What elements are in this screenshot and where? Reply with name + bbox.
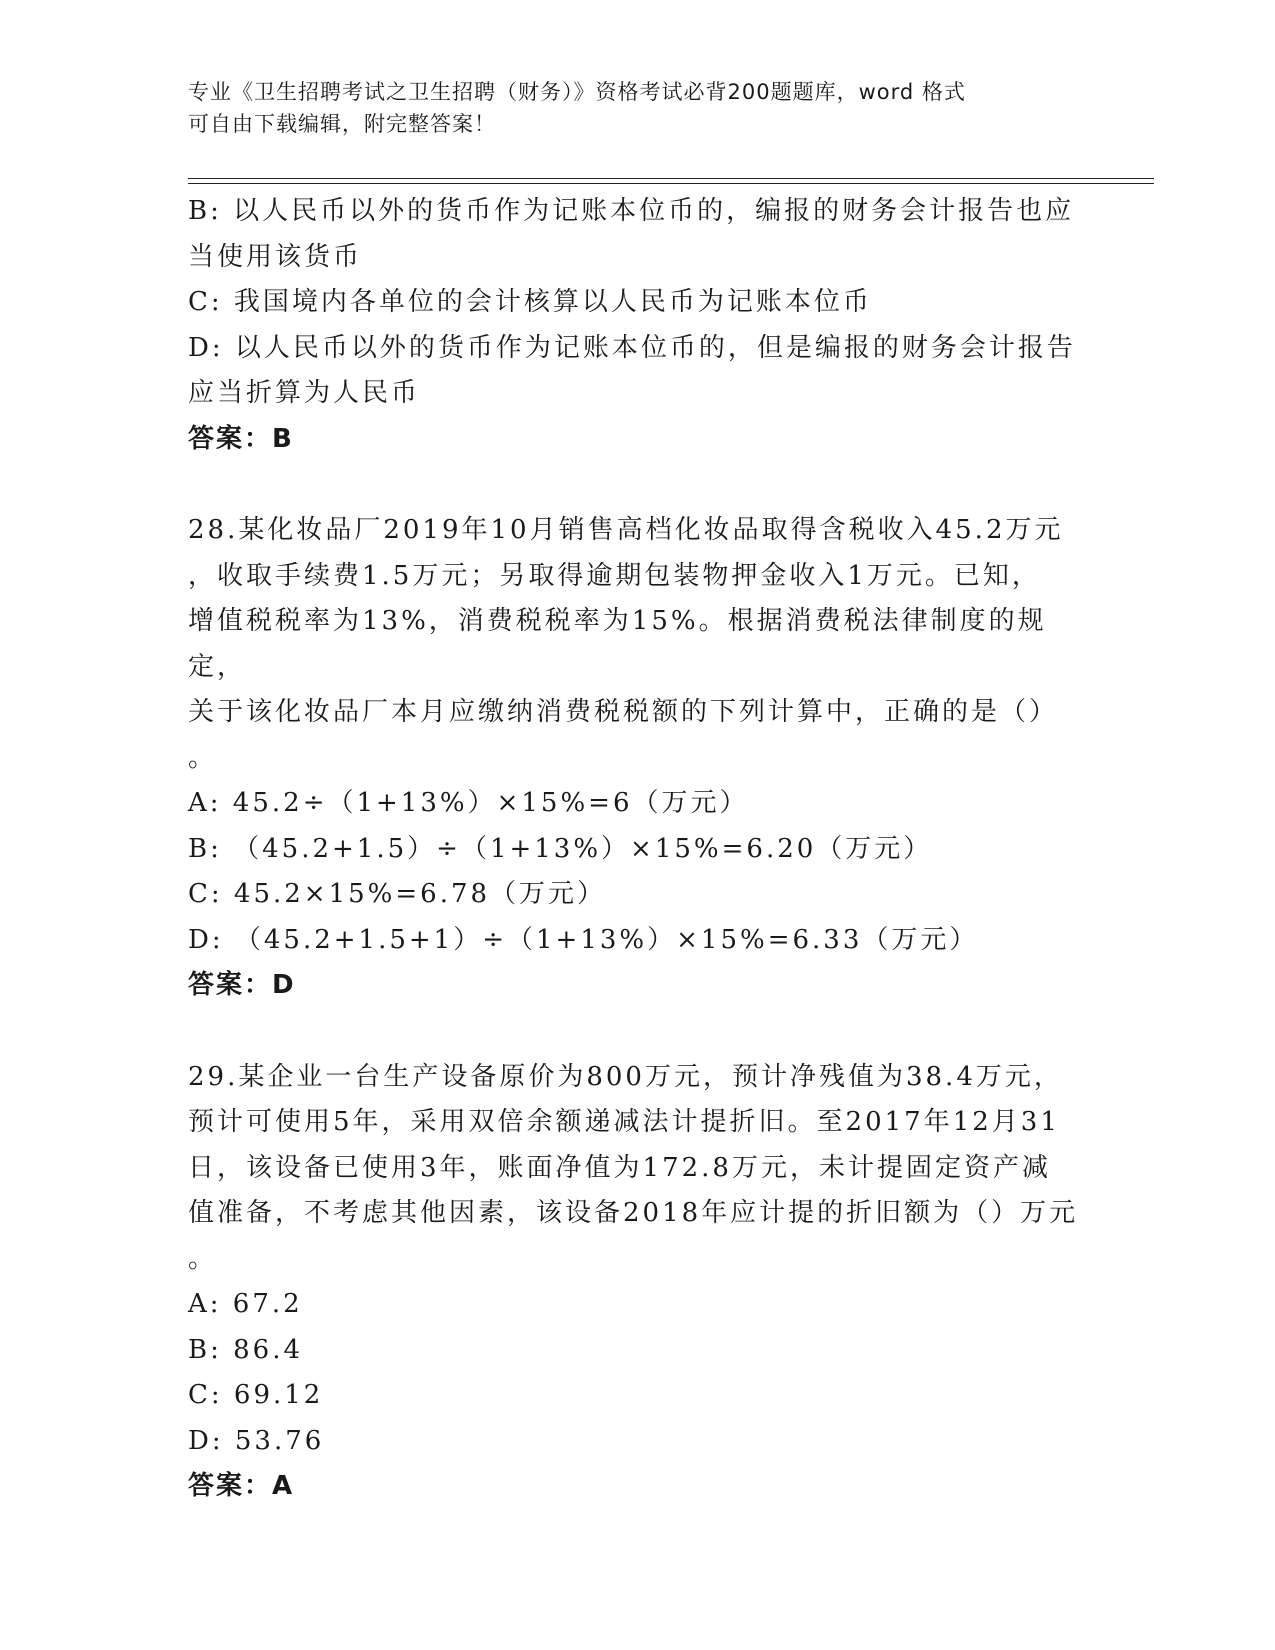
- header-divider-bottom: [188, 183, 1154, 184]
- document-body: [188, 189, 1088, 1510]
- option-d: D: （45.2+1.5+1）÷（1+13%）×15%=6.33（万元）: [188, 924, 979, 955]
- option-d-line-2: 应当折算为人民币: [188, 378, 421, 408]
- header-line-2: 可自由下载编辑，附完整答案！: [188, 112, 496, 136]
- question-stem-line: 。: [188, 742, 218, 773]
- spacer: [188, 462, 1088, 508]
- question-stem-line: 预计可使用5年，采用双倍余额递减法计提折旧。至2017年12月31: [188, 1107, 1060, 1137]
- question-stem-line: 。: [188, 1243, 218, 1274]
- question-stem-line: 29.某企业一台生产设备原价为800万元，预计净残值为38.4万元，: [188, 1061, 1063, 1092]
- option-d: D: 53.76: [188, 1425, 325, 1456]
- option-b: B: 86.4: [188, 1334, 304, 1365]
- answer-27: 答案：B: [188, 423, 294, 454]
- option-b: B: （45.2+1.5）÷（1+13%）×15%=6.20（万元）: [188, 833, 933, 864]
- answer-28: 答案：D: [188, 970, 296, 1000]
- question-stem-line: 值准备，不考虑其他因素，该设备2018年应计提的折旧额为（）万元: [188, 1198, 1079, 1228]
- question-stem-line: 日，该设备已使用3年，账面净值为172.8万元，未计提固定资产减: [188, 1152, 1051, 1183]
- option-a: A: 45.2÷（1+13%）×15%=6（万元）: [188, 788, 749, 818]
- document-header: [188, 76, 1068, 140]
- option-c: C: 45.2×15%=6.78（万元）: [188, 879, 607, 909]
- question-stem-line: 关于该化妆品厂本月应缴纳消费税税额的下列计算中，正确的是（）: [188, 697, 1059, 727]
- option-a: A: 67.2: [188, 1289, 303, 1319]
- option-d-line-1: D: 以人民币以外的货币作为记账本位币的，但是编报的财务会计报告: [188, 332, 1076, 363]
- spacer: [188, 1009, 1088, 1055]
- header-divider-top: [188, 178, 1154, 179]
- question-stem-line: 增值税税率为13%，消费税税率为15%。根据消费税法律制度的规定，: [188, 606, 1047, 682]
- answer-29: 答案：A: [188, 1471, 295, 1501]
- question-stem-line: ，收取手续费1.5万元；另取得逾期包装物押金收入1万元。已知，: [188, 560, 1041, 591]
- question-27-continued: [188, 189, 1088, 462]
- question-stem-line: 28.某化妆品厂2019年10月销售高档化妆品取得含税收入45.2万元: [188, 515, 1064, 545]
- option-c: C: 我国境内各单位的会计核算以人民币为记账本位币: [188, 287, 872, 317]
- header-line-1: 专业《卫生招聘考试之卫生招聘（财务）》资格考试必背200题题库，word 格式: [188, 80, 966, 104]
- option-b-line-1: B: 以人民币以外的货币作为记账本位币的，编报的财务会计报告也应: [188, 196, 1075, 226]
- option-b-line-2: 当使用该货币: [188, 241, 363, 272]
- option-c: C: 69.12: [188, 1380, 324, 1410]
- question-29: [188, 1055, 1088, 1510]
- question-28: [188, 508, 1088, 1009]
